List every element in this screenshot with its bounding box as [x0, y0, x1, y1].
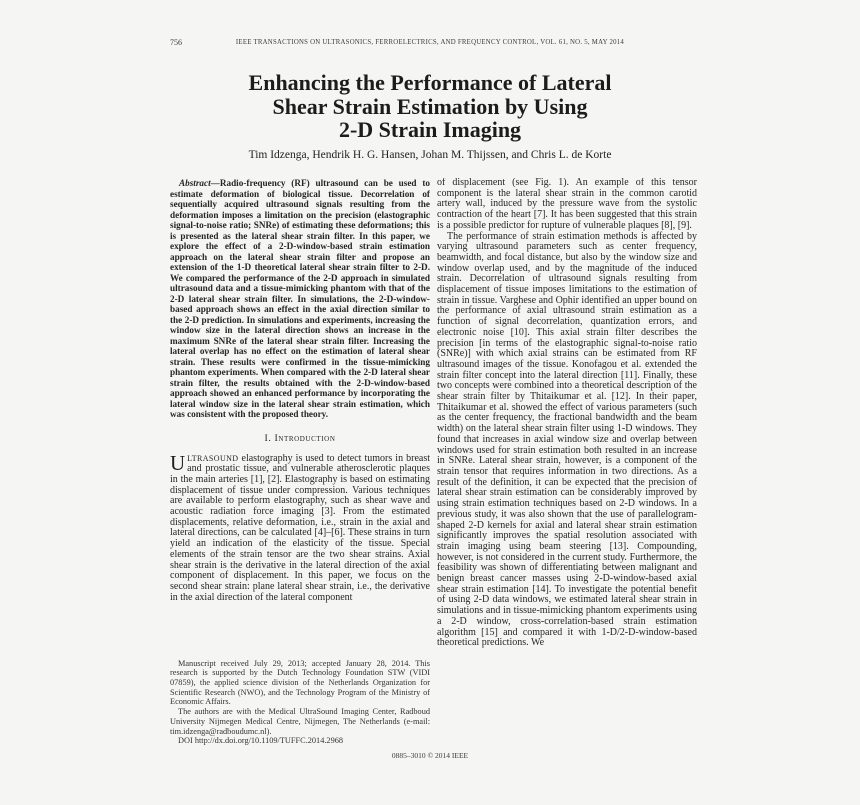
- intro-lead-word: LTRASOUND: [187, 453, 239, 463]
- paper-title-line3: 2-D Strain Imaging: [338, 117, 522, 142]
- issn-copyright-line: 0885–3010 © 2014 IEEE: [391, 751, 469, 760]
- abstract-paragraph: [170, 178, 430, 420]
- abstract-text: Radio-frequency (RF) ultrasound can be used to estimate deformation of biological tissue. Decorrelation of sequentially acquired ultrasound signals resulting from the deformation imposes a limitation on the precision (elastographic signal-to-noise ratio; SNRe) of estimating these deformations; this is presented as the lateral shear strain filter. In this paper, we explore the effect of a 2-D-window-based strain estimation approach on the lateral shear strain filter and propose an extension of the 1-D theoretical lateral shear strain filter to 2-D. We compared the performance of the 2-D approach in simulated ultrasound data and a tissue-mimicking phantom with that of the 2-D lateral shear strain filter. In simulations, the 2-D-window-based approach shows an effect in the axial direction similar to the 2-D prediction. In simulations and experiments, increasing the window size in the lateral direction shows an increase in the maximum SNRe of the lateral shear strain filter. Increasing the lateral overlap has no effect on the estimation of lateral shear strain. These results were confirmed in the tissue-mimicking phantom experiments. When compared with the 2-D lateral shear strain filter, the results obtained with the 2-D-window-based approach showed an enhanced performance by incorporating the lateral window size in the lateral shear strain estimation, which was consistent with the proposed theory.: [170, 178, 430, 419]
- intro-paragraph: [170, 450, 430, 604]
- intro-paragraph-continued: of displacement (see Fig. 1). An example of this tensor component is the lateral shear strain in the common carotid artery wall, induced by the pressure wave from the systolic contraction of the heart [7]. It has been suggested that this strain is a possible predictor for rupture of vulnerable plaques [8], [9].: [437, 178, 697, 231]
- paper-title: [0, 71, 860, 142]
- footnote-doi: DOI http://dx.doi.org/10.1109/TUFFC.2014.2968: [178, 736, 344, 746]
- performance-paragraph: The performance of strain estimation methods is affected by varying ultrasound parameters such as center frequency, beamwidth, and focal distance, but also by the window size and window overlap used, and by the magnitude of the induced strain. Decorrelation of ultrasound signals resulting from displacement of tissue imposes limitations to the estimation of strain in tissue. Varghese and Ophir identified an upper bound on the performance of axial ultrasound strain estimation as a function of signal decorrelation, quantization errors, and electronic noise [10]. This axial strain filter describes the precision [in terms of the elastographic signal-to-noise ratio (SNRe)] with which axial strains can be estimated from RF ultrasound images of the tissue. Konofagou et al. extended the strain filter concept into the lateral direction [11]. Finally, these two concepts were combined into a theoretical description of the shear strain filter by Thitaikumar et al. [12]. In their paper, Thitaikumar et al. showed the effect of various parameters (such as the center frequency, the fractional bandwidth and the beam width) on the lateral shear strain filter using 1-D windows. They found that increases in axial window size and overlap between windows used for strain estimation both resulted in an increase in SNRe. Lateral shear strain, however, is a component of the strain tensor that requires information in two directions. As a result of the definition, it can be expected that the precision of lateral shear strain estimation can be considerably improved by using strain estimation techniques based on 2-D windows. In a previous study, it was also shown that the use of parallelogram-shaped 2-D kernels for axial and lateral shear strain estimation significantly improves the spatial resolution associated with strain imaging using beam steering [13]. Compounding, however, is not considered in the current study. Furthermore, the feasibility was shown of differentiating between malignant and benign breast cancer masses using 2-D-window-based axial shear strain estimation [14]. To investigate the potential benefit of using 2-D data windows, we estimated lateral shear strain in simulations and in tissue-mimicking phantom experiments using a 2-D window, cross-correlation-based strain estimation algorithm [15] and compared it with 1-D/2-D-window-based theoretical predictions. We: [437, 230, 697, 649]
- section-heading-introduction: I. Introduction: [264, 432, 336, 444]
- intro-paragraph-text: elastography is used to detect tumors in breast and prostatic tissue, and vulnerable atherosclerotic plaques in the main arteries [1], [2]. Elastography is based on estimating displacement of tissue under compression. Various techniques are available to perform elastography, such as shear wave and acoustic radiation force imaging [3]. From the estimated displacements, relative deformation, i.e., strain in the axial and lateral directions, can be calculated [4]–[6]. These strains in turn yield an indication of the elasticity of the tissue. Special elements of the strain tensor are the two shear strains. Axial shear strain is the derivative in the lateral direction of the axial component of displacement. In this paper, we focus on the second shear strain: plane lateral shear strain, i.e., the derivative in the axial direction of the lateral component: [170, 452, 430, 603]
- left-column: [170, 178, 430, 750]
- page-number: 756: [170, 38, 182, 47]
- paper-title-line2: Shear Strain Estimation by Using: [272, 93, 588, 119]
- footnote-manuscript: Manuscript received July 29, 2013; accepted January 28, 2014. This research is supported by the Dutch Technology Foundation STW (VIDI 07859), the applied science division of the Netherlands Organization for Scientific Research (NWO), and the Technology Program of the Ministry of Economic Affairs.: [170, 658, 430, 707]
- footnote-affiliation: The authors are with the Medical UltraSound Imaging Center, Radboud University Nijmegen Medical Centre, Nijmegen, The Netherlands (e-mail: tim.idzenga@radboudumc.nl).: [170, 707, 430, 736]
- dropcap-letter: U: [170, 450, 186, 475]
- abstract-label: Abstract—: [179, 178, 220, 188]
- paper-title-line1: Enhancing the Performance of Lateral: [248, 70, 612, 95]
- running-head: IEEE TRANSACTIONS ON ULTRASONICS, FERROELECTRICS, AND FREQUENCY CONTROL, VOL. 61, NO. 5, MAY 2014: [235, 39, 625, 46]
- author-list: Tim Idzenga, Hendrik H. G. Hansen, Johan M. Thijssen, and Chris L. de Korte: [248, 149, 612, 161]
- footnote-block: [170, 659, 430, 746]
- right-column: [437, 178, 697, 750]
